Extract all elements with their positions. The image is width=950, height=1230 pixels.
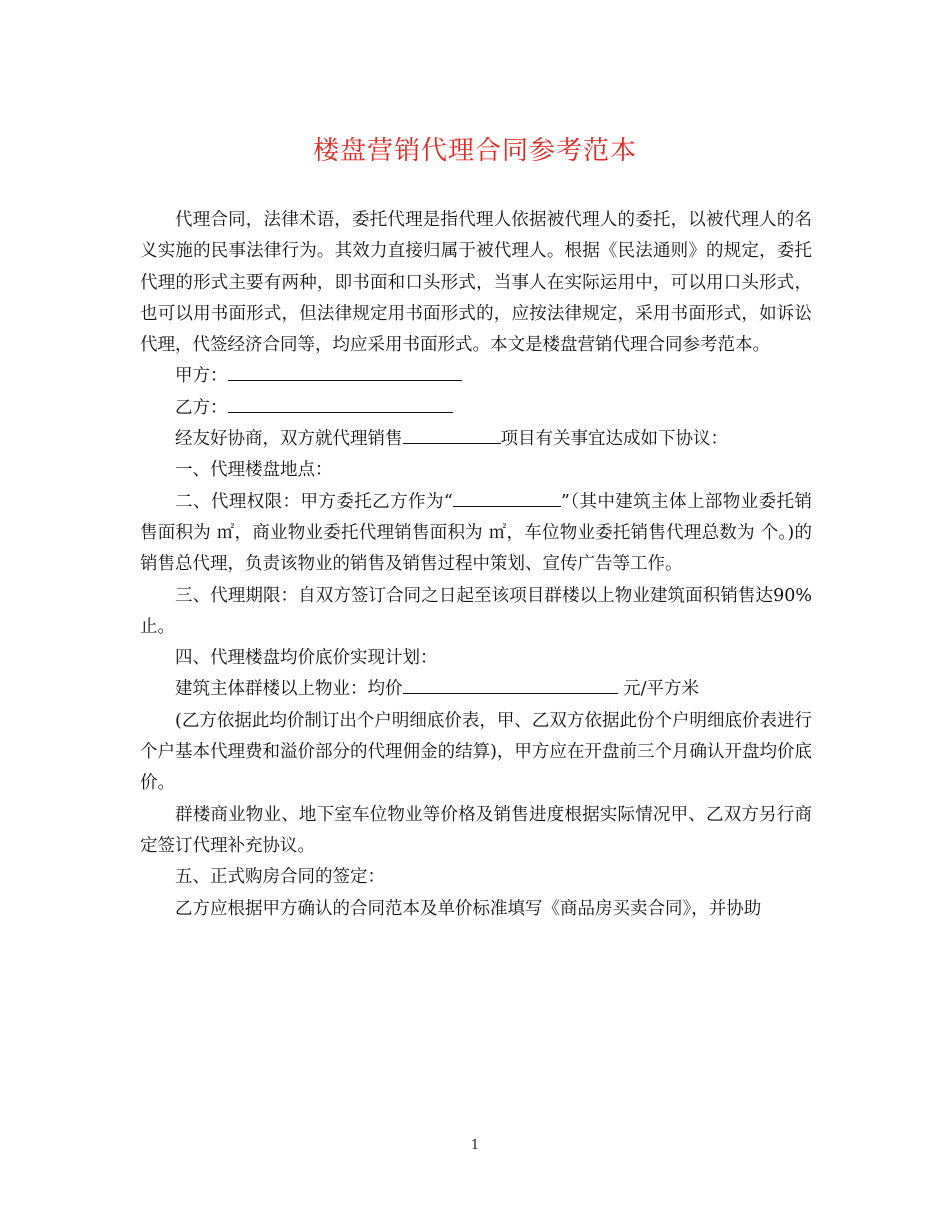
negotiation-post: 项目有关事宜达成如下协议： (500, 429, 728, 450)
section-2-pre: 二、代理权限：甲方委托乙方作为“ (175, 491, 453, 512)
agent-role-blank (453, 488, 561, 507)
price-post: 元/平方米 (617, 679, 699, 700)
average-price-blank (403, 675, 618, 694)
document-title: 楼盘营销代理合同参考范本 (312, 136, 637, 166)
party-a-label: 甲方： (175, 366, 228, 387)
price-note-paragraph: (乙方依据此均价制订出个户明细底价表，甲、乙双方依据此份个户明细底价表进行个户基本代理费和溢价部分的代理佣金的结算)，甲方应在开盘前三个月确认开盘均价底价。 (140, 710, 812, 794)
price-line (140, 674, 812, 705)
page-number: 1 (470, 1138, 480, 1153)
party-b-line (140, 393, 812, 424)
party-b-blank (228, 394, 453, 413)
negotiation-pre: 经友好协商，双方就代理销售 (175, 429, 403, 450)
price-pre: 建筑主体群楼以上物业：均价 (175, 679, 403, 700)
document-body (140, 205, 812, 925)
project-name-blank (403, 425, 501, 444)
section-3-paragraph: 三、代理期限：自双方签订合同之日起至该项目群楼以上物业建筑面积销售达90%止。 (140, 585, 812, 637)
negotiation-line (140, 424, 812, 455)
section-5-heading: 五、正式购房合同的签定： (175, 867, 385, 888)
section-4-heading: 四、代理楼盘均价底价实现计划： (175, 648, 438, 669)
party-a-blank (228, 362, 462, 381)
section-2-paragraph (140, 487, 812, 581)
section-1-heading: 一、代理楼盘地点： (175, 460, 333, 481)
commercial-paragraph: 群楼商业物业、地下室车位物业等价格及销售进度根据实际情况甲、乙双方另行商定签订代理补充协议。 (140, 804, 812, 856)
party-b-label: 乙方： (175, 397, 228, 418)
section-5-paragraph: 乙方应根据甲方确认的合同范本及单价标准填写《商品房买卖合同》，并协助 (175, 898, 762, 919)
party-a-line (140, 361, 812, 392)
intro-paragraph: 代理合同，法律术语，委托代理是指代理人依据被代理人的委托，以被代理人的名义实施的民事法律行为。其效力直接归属于被代理人。根据《民法通则》的规定，委托代理的形式主要有两种，即书面和口头形式，当事人在实际运用中，可以用口头形式，也可以用书面形式，但法律规定用书面形式的，应按法律规定，采用书面形式，如诉讼代理，代签经济合同等，均应采用书面形式。本文是楼盘营销代理合同参考范本。 (140, 210, 812, 356)
section-2-post: ”（其中建筑主体上部物业委托销售面积为 ㎡，商业物业委托代理销售面积为 ㎡，车位物业委托销售代理总数为 个。)的销售总代理，负责该物业的销售及销售过程中策划、宣传广告等工作。 (140, 491, 812, 575)
